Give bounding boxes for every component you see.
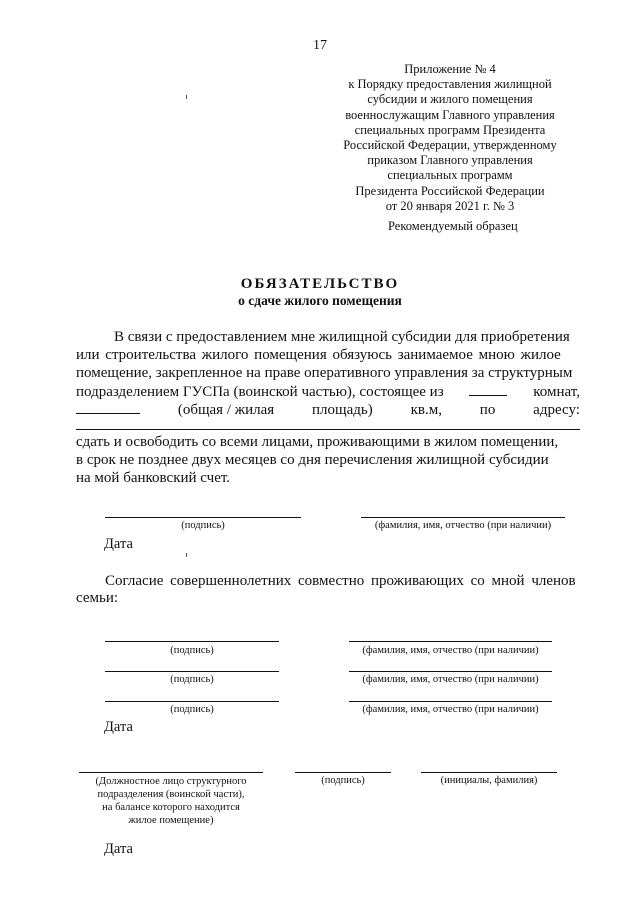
appendix-line: от 20 января 2021 г. № 3 bbox=[385, 198, 515, 213]
member-name-caption: (фамилия, имя, отчество (при наличии) bbox=[362, 645, 539, 656]
body-text: или строительства жилого помещения обязуюсь занимаемое мною жилое bbox=[76, 347, 561, 364]
member-signature-caption: (подпись) bbox=[170, 674, 214, 685]
scan-mark bbox=[186, 95, 187, 99]
scan-mark bbox=[186, 553, 187, 557]
document-title: ОБЯЗАТЕЛЬСТВО bbox=[240, 276, 400, 292]
obligation-paragraph-cont bbox=[76, 433, 580, 488]
official-caption-line: жилое помещение) bbox=[128, 815, 214, 826]
consent-paragraph bbox=[105, 572, 580, 590]
signature-line[interactable] bbox=[105, 517, 301, 518]
body-text: (общая / жилая bbox=[177, 401, 275, 418]
date-label: Дата bbox=[104, 536, 133, 552]
body-text: адресу: bbox=[533, 401, 580, 418]
full-name-caption: (фамилия, имя, отчество (при наличии) bbox=[374, 520, 552, 531]
consent-text: Согласие совершеннолетних совместно проживающих со мной членов bbox=[105, 573, 576, 589]
page-number: 17 bbox=[313, 38, 327, 53]
member-name-caption: (фамилия, имя, отчество (при наличии) bbox=[362, 674, 539, 685]
official-position-line[interactable] bbox=[79, 772, 263, 773]
member-signature-line[interactable] bbox=[105, 641, 279, 642]
appendix-line: приказом Главного управления bbox=[367, 153, 533, 168]
body-line: помещение, закрепленное на праве оперативного управления за структурным bbox=[76, 365, 573, 382]
rooms-blank[interactable] bbox=[469, 383, 507, 396]
consent-line bbox=[105, 572, 580, 590]
appendix-line: к Порядку предоставления жилищной bbox=[348, 77, 552, 92]
appendix-line: Президента Российской Федерации bbox=[355, 183, 545, 198]
body-line bbox=[76, 383, 580, 401]
member-name-line[interactable] bbox=[349, 641, 552, 642]
body-line bbox=[76, 401, 580, 419]
signature-caption: (подпись) bbox=[181, 520, 225, 531]
appendix-line: специальных программ Президента bbox=[354, 122, 546, 137]
member-name-line[interactable] bbox=[349, 671, 552, 672]
member-name-line[interactable] bbox=[349, 701, 552, 702]
appendix-line: Российской Федерации, утвержденному bbox=[343, 138, 557, 153]
official-initials-caption: (инициалы, фамилия) bbox=[440, 775, 538, 786]
member-signature-caption: (подпись) bbox=[170, 704, 214, 715]
body-text: площадь) bbox=[312, 401, 373, 418]
body-line: сдать и освободить со всеми лицами, проживающими в жилом помещении, bbox=[76, 434, 559, 450]
official-caption-line: на балансе которого находится bbox=[102, 802, 240, 813]
obligation-paragraph bbox=[76, 328, 580, 419]
official-position-caption bbox=[79, 775, 263, 827]
member-name-caption: (фамилия, имя, отчество (при наличии) bbox=[362, 704, 539, 715]
body-line: в срок не позднее двух месяцев со дня перечисления жилищной субсидии bbox=[76, 452, 549, 469]
body-line: В связи с предоставлением мне жилищной субсидии для приобретения bbox=[114, 329, 570, 345]
appendix-header bbox=[330, 62, 570, 214]
member-signature-line[interactable] bbox=[105, 701, 279, 702]
official-date-label: Дата bbox=[104, 841, 133, 857]
sample-note: Рекомендуемый образец bbox=[388, 219, 518, 233]
official-initials-line[interactable] bbox=[421, 772, 557, 773]
body-text: подразделением ГУСПа (воинской частью), состоящее из bbox=[76, 383, 444, 400]
body-line: на мой банковский счет. bbox=[76, 470, 231, 487]
consent-text-cont: семьи: bbox=[76, 590, 119, 606]
document-subtitle: о сдаче жилого помещения bbox=[238, 293, 402, 308]
official-signature-line[interactable] bbox=[295, 772, 391, 773]
area-blank[interactable] bbox=[76, 401, 140, 414]
body-text: комнат, bbox=[533, 383, 580, 400]
appendix-line: субсидии и жилого помещения bbox=[367, 92, 533, 107]
address-line[interactable] bbox=[76, 429, 580, 430]
consent-date-label: Дата bbox=[104, 719, 133, 735]
official-signature-caption: (подпись) bbox=[321, 775, 365, 786]
body-text: по bbox=[479, 401, 496, 418]
official-caption-line: подразделения (воинской части), bbox=[97, 789, 245, 800]
full-name-line[interactable] bbox=[361, 517, 565, 518]
member-signature-line[interactable] bbox=[105, 671, 279, 672]
appendix-line: военнослужащим Главного управления bbox=[345, 107, 555, 122]
appendix-line: Приложение № 4 bbox=[404, 62, 496, 76]
appendix-line: специальных программ bbox=[387, 168, 513, 183]
member-signature-caption: (подпись) bbox=[170, 645, 214, 656]
official-caption-line: (Должностное лицо структурного bbox=[95, 776, 247, 787]
body-line bbox=[76, 346, 580, 364]
body-text: кв.м, bbox=[410, 401, 442, 418]
